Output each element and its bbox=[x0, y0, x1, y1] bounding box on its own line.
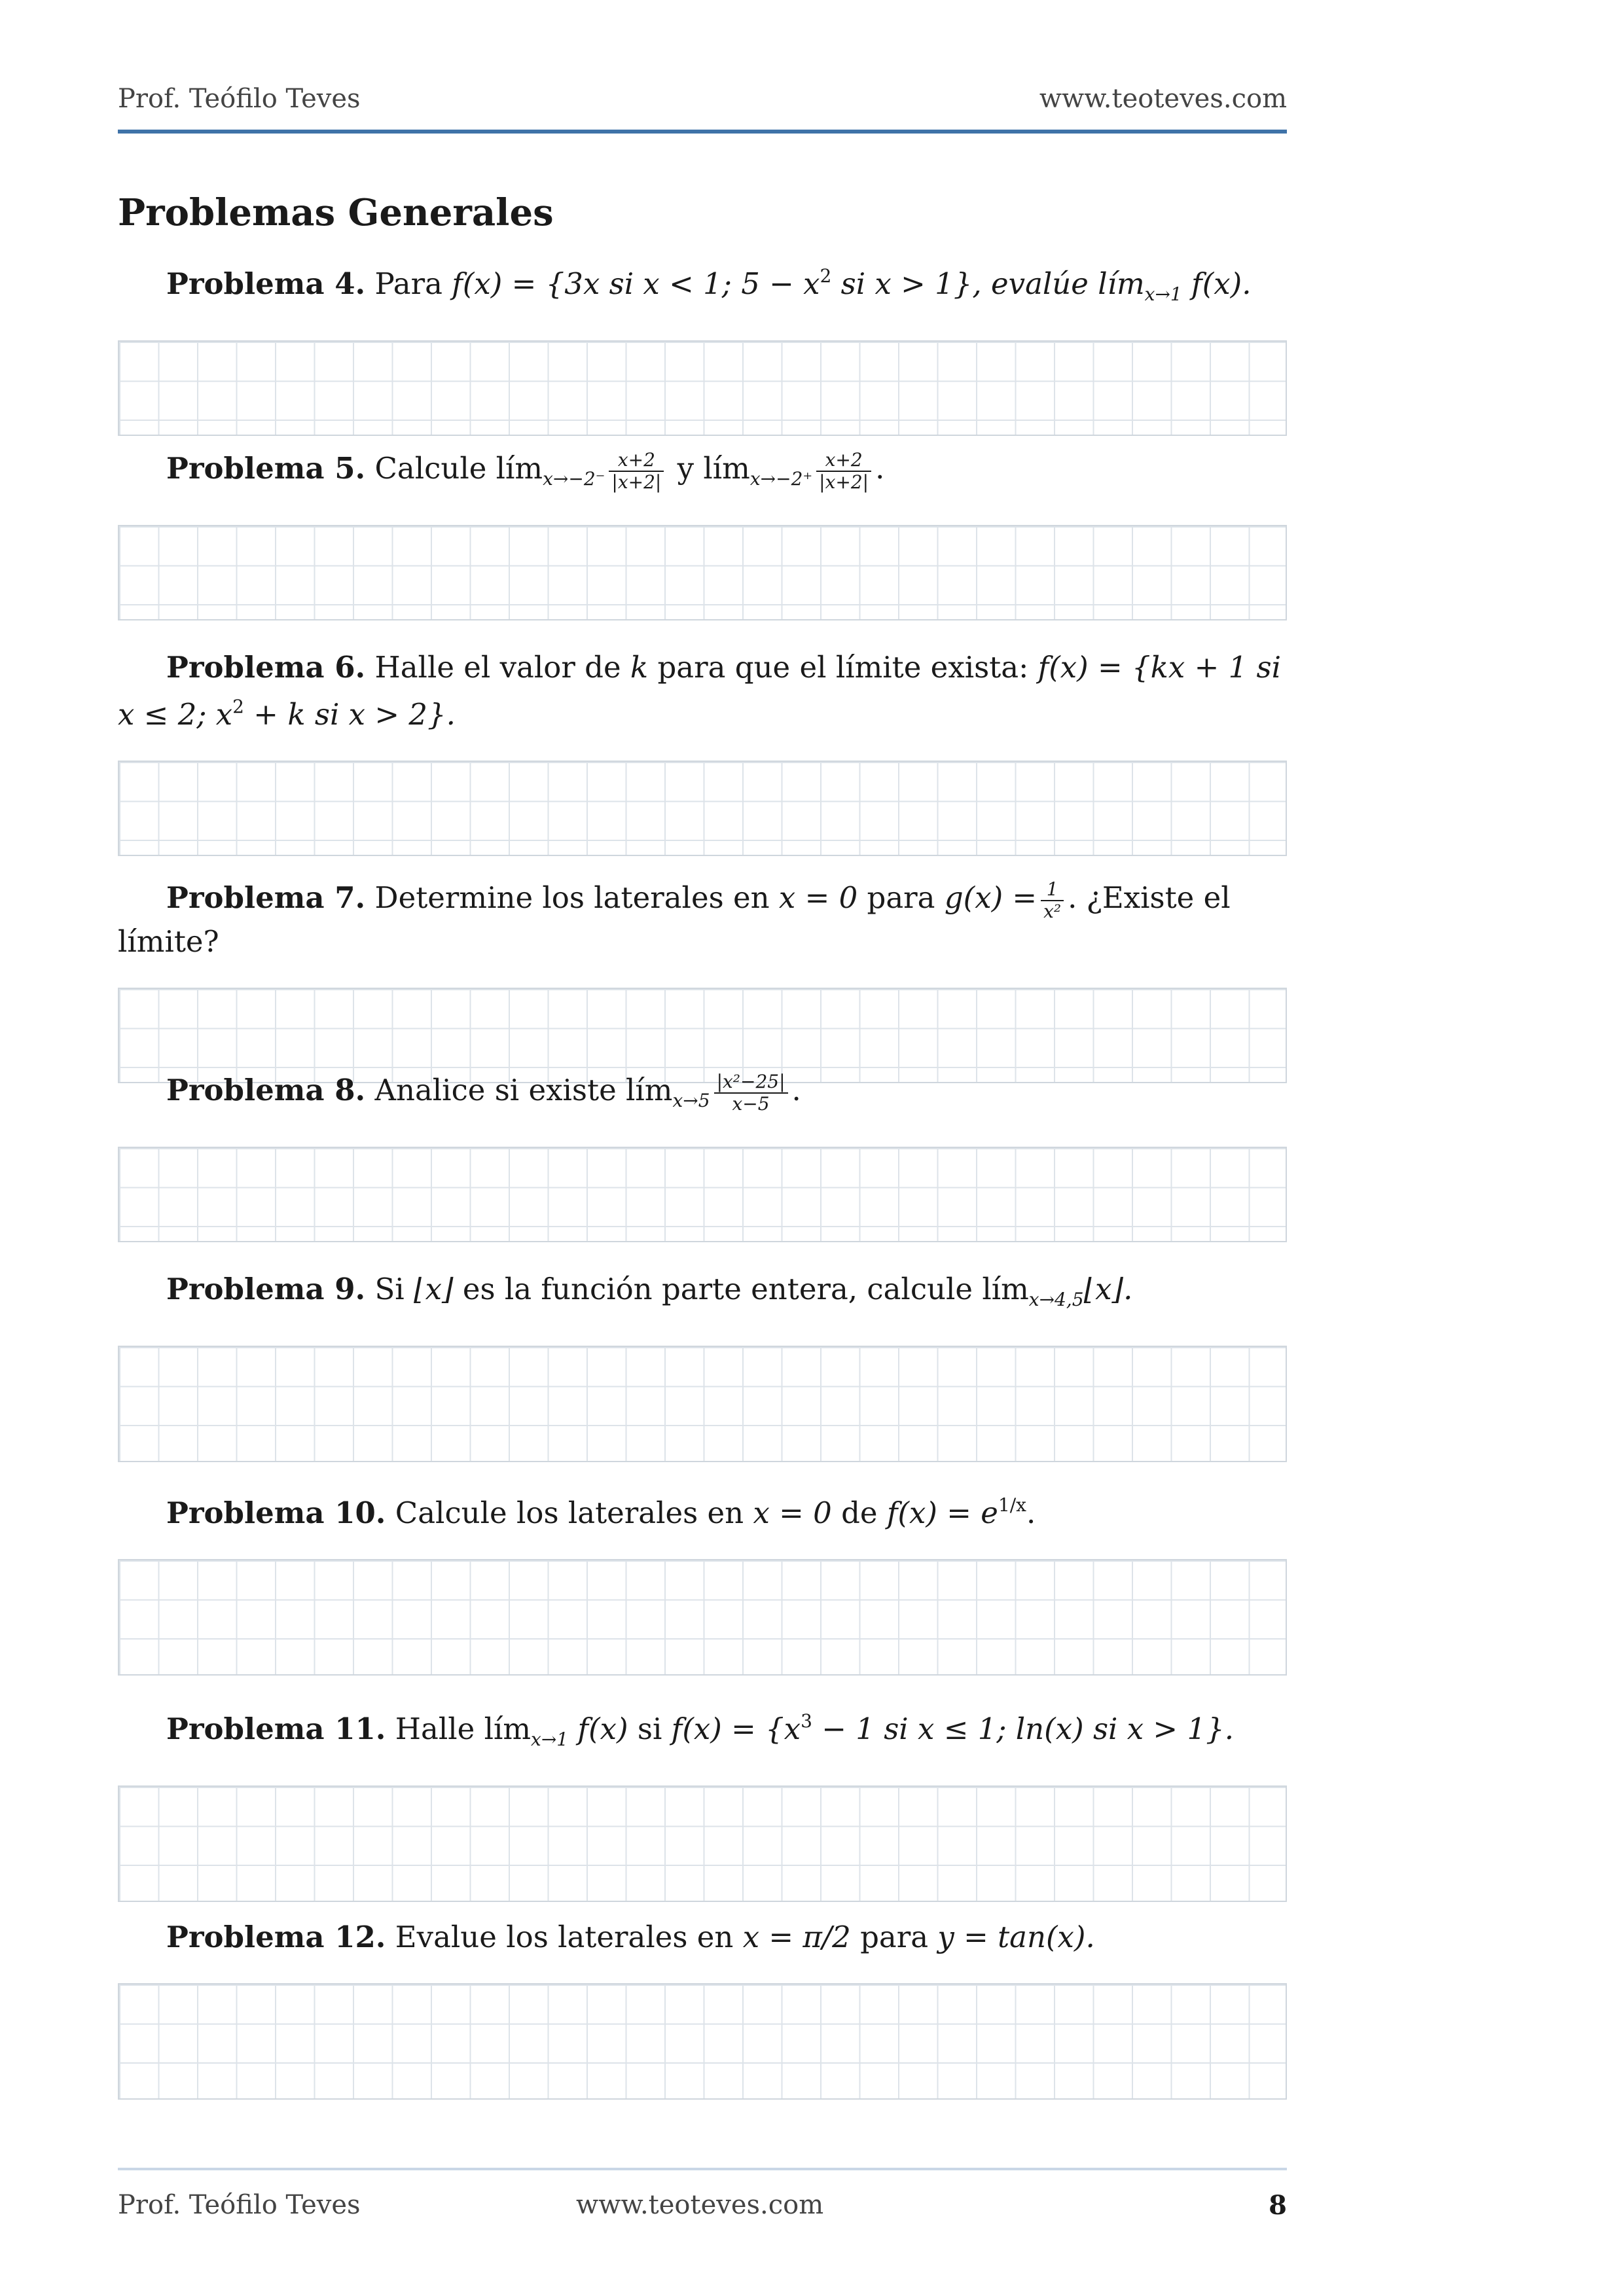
problem-12 bbox=[118, 1918, 1287, 2100]
answer-grid[interactable] bbox=[118, 761, 1287, 856]
answer-grid[interactable] bbox=[118, 1147, 1287, 1242]
header-author: Prof. Teófilo Teves bbox=[118, 84, 361, 114]
problem-label: Problema 8. bbox=[166, 1073, 366, 1107]
answer-grid[interactable] bbox=[118, 1346, 1287, 1462]
page-footer bbox=[118, 2168, 1287, 2221]
problem-statement: Problema 4. Para f(x) = {3x si x < 1; $5 - x^2$ si x > 1}, evalúe lím$_{x\to 1}$ f(x). bbox=[166, 265, 1252, 305]
answer-grid[interactable] bbox=[118, 1785, 1287, 1902]
problem-statement: Problema 7. Determine los laterales en x = 0 para g(x) = $\frac{1}{\text{x²}}$ . ¿Existe el límite? bbox=[118, 878, 1231, 959]
problem-label: Problema 6. bbox=[166, 650, 366, 685]
problem-label: Problema 12. bbox=[166, 1920, 386, 1954]
fraction: $\frac{\text{|x²−25|}}{x-5}$ bbox=[714, 1071, 788, 1115]
problem-4 bbox=[118, 257, 1287, 436]
footer-rule bbox=[118, 2168, 1287, 2170]
problem-statement: Problema 9. Si ⌊x⌋ es la función parte entera, calcule lím$_{x\to 4,5}$⌊x⌋. bbox=[166, 1272, 1133, 1310]
problem-label: Problema 7. bbox=[166, 880, 366, 915]
problem-6 bbox=[118, 648, 1287, 856]
answer-grid[interactable] bbox=[118, 988, 1287, 1083]
problem-label: Problema 10. bbox=[166, 1496, 386, 1530]
footer-website[interactable]: www.teoteves.com bbox=[576, 2190, 824, 2220]
problem-11 bbox=[118, 1702, 1287, 1902]
fraction: $\frac{x+2}{|x+2|}$ bbox=[816, 450, 871, 493]
problem-statement: Problema 5. Calcule lím$_{x\to-2^-}$ $\frac{x+2}{|x+2|}$ y lím$_{x\to-2^+}$ $\frac{x+2}{|x+2|}$ . bbox=[166, 448, 885, 493]
problem-9 bbox=[118, 1270, 1287, 1462]
problem-label: Problema 9. bbox=[166, 1272, 366, 1306]
header-website[interactable]: www.teoteves.com bbox=[1039, 84, 1287, 114]
header-rule bbox=[118, 130, 1287, 134]
problem-statement: Problema 12. Evalue los laterales en x = π/2 para y = tan(x). bbox=[166, 1920, 1095, 1954]
problem-statement: Problema 10. Calcule los laterales en x = 0 de $f(x) = e^{1/x}$. bbox=[166, 1494, 1036, 1530]
problem-label: Problema 5. bbox=[166, 451, 366, 486]
page-header bbox=[118, 84, 1287, 130]
page bbox=[118, 0, 1287, 2296]
footer-author: Prof. Teófilo Teves bbox=[118, 2190, 361, 2220]
problem-10 bbox=[118, 1486, 1287, 1676]
problem-statement: Problema 11. Halle lím$_{x\to 1}$ f(x) si $f(x) = \{x^3 - 1$ si x ≤ 1; ln(x) si x > 1}. bbox=[166, 1710, 1235, 1750]
problem-label: Problema 11. bbox=[166, 1712, 386, 1746]
answer-grid[interactable] bbox=[118, 1559, 1287, 1676]
page-number: 8 bbox=[1269, 2190, 1287, 2221]
problem-7 bbox=[118, 878, 1287, 1083]
problem-5 bbox=[118, 449, 1287, 620]
section-title: Problemas Generales bbox=[118, 191, 554, 234]
fraction: $\frac{x+2}{|x+2|}$ bbox=[609, 450, 664, 493]
answer-grid[interactable] bbox=[118, 340, 1287, 436]
problem-8 bbox=[118, 1071, 1287, 1242]
problem-statement: Problema 6. Halle el valor de k para que el límite exista: f(x) = {kx + 1 si x ≤ 2; $x^2 + k$ si x > 2}. bbox=[118, 650, 1282, 732]
problem-label: Problema 4. bbox=[166, 266, 366, 301]
fraction: $\frac{1}{\text{x²}}$ bbox=[1041, 879, 1064, 922]
problem-statement: Problema 8. Analice si existe lím$_{x\to 5}$ $\frac{\text{|x²−25|}}{x-5}$ . bbox=[166, 1070, 801, 1115]
answer-grid[interactable] bbox=[118, 1983, 1287, 2100]
answer-grid[interactable] bbox=[118, 525, 1287, 620]
